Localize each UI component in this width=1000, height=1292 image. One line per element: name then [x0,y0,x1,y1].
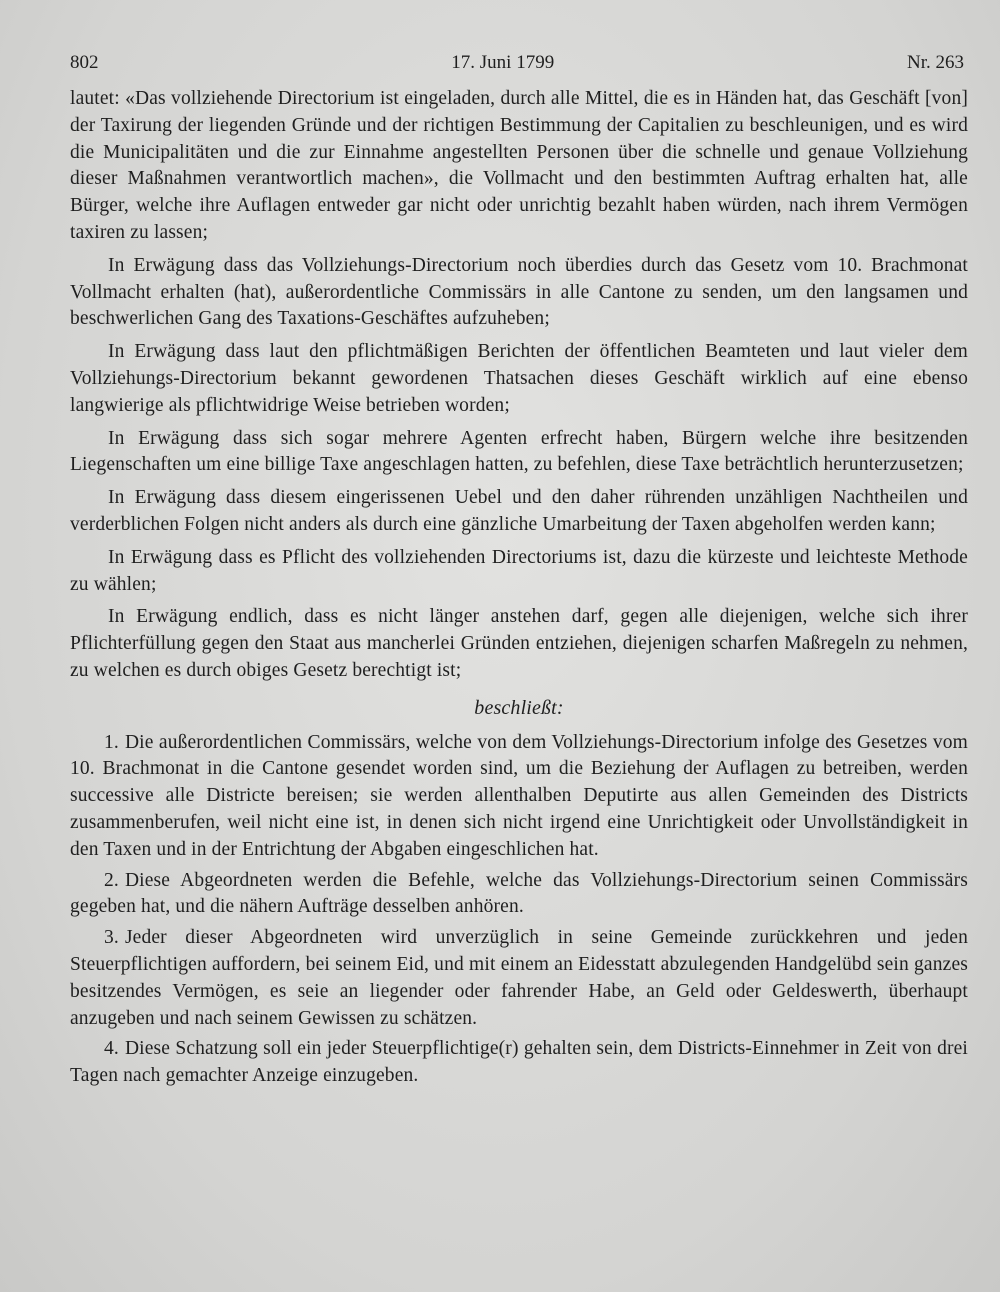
article-number: 1. [104,731,119,753]
article-1 [70,730,968,864]
resolves-heading: beschließt: [474,696,564,719]
paragraph-erwaegung-1: In Erwägung dass das Vollziehungs-Directorium noch überdies durch das Gesetz vom 10. Brachmonat Vollmacht erhalten (hat), außerordentliche Commissärs in alle Cantone zu senden, um den langsamen und beschwerlichen Gang des Taxations-Geschäftes aufzuheben; [70,254,968,330]
article-2 [70,868,968,922]
article-3 [70,925,968,1032]
paragraph-erwaegung-6: In Erwägung endlich, dass es nicht länger anstehen darf, gegen alle diejenigen, welche sich ihrer Pflichterfüllung gegen den Staat aus mancherlei Gründen entziehen, diejenigen scharfen Maßregeln zu nehmen, zu welchen es durch obiges Gesetz berechtigt ist; [70,606,968,681]
header-date: 17. Juni 1799 [451,52,555,73]
body-text [70,86,968,1090]
article-text: Diese Schatzung soll ein jeder Steuerpflichtige(r) gehalten sein, dem Districts-Einnehmer in Zeit von drei Tagen nach gemachter Anzeige einzugeben. [70,1038,968,1087]
paragraph-erwaegung-3: In Erwägung dass sich sogar mehrere Agenten erfrecht haben, Bürgern welche ihre besitzenden Liegenschaften um eine billige Taxe angeschlagen hatten, zu befehlen, diese Taxe beträchtlich herunterzusetzen; [70,427,968,476]
document-number: Nr. 263 [907,52,964,73]
article-4 [70,1036,968,1090]
article-number: 3. [104,927,119,949]
page-header [70,52,968,74]
article-text: Diese Abgeordneten werden die Befehle, welche das Vollziehungs-Directorium seinen Commissärs gegeben hat, und die nähern Aufträge desselben anhören. [70,869,968,918]
paragraph-erwaegung-4: In Erwägung dass diesem eingerissenen Uebel und den daher rührenden unzähligen Nachtheilen und verderblichen Folgen nicht anders als durch eine gänzliche Umarbeitung der Taxen abgeholfen werden kann; [70,487,968,535]
article-text: Jeder dieser Abgeordneten wird unverzüglich in seine Gemeinde zurückkehren und jeden Steuerpflichtigen auffordern, bei seinem Eid, und mit einem an Eidesstatt abzulegenden Handgelübd sein ganzes besitzendes Vermögen, es seie an liegender oder fahrender Habe, an Geld oder Geldeswerth, überhaupt anzugeben und nach seinem Gewissen zu schätzen. [70,927,968,1029]
article-number: 4. [104,1038,119,1060]
article-text: Die außerordentlichen Commissärs, welche von dem Vollziehungs-Directorium infolge des Gesetzes vom 10. Brachmonat in die Cantone gesendet worden sind, um die Beziehung der Auflagen zu betreiben, werden successive alle Districte bereisen; sie werden allenthalben Deputirte aus allen Gemeinden des Districts zusammenberufen, weil nicht eine ist, in denen sich nicht irgend eine Unrichtigkeit oder Unvollständigkeit in den Taxen und in der Entrichtung der Abgaben eingeschlichen hat. [70,731,968,860]
page-number: 802 [70,52,99,73]
paragraph-erwaegung-2: In Erwägung dass laut den pflichtmäßigen Berichten der öffentlichen Beamteten und laut vieler dem Vollziehungs-Directorium bekannt gewordenen Thatsachen dieses Geschäft wirklich auf eine ebenso langwierige als pflichtwidrige Weise betrieben worden; [70,341,968,416]
paragraph-erwaegung-5: In Erwägung dass es Pflicht des vollziehenden Directoriums ist, dazu die kürzeste und leichteste Methode zu wählen; [70,546,968,595]
article-number: 2. [104,869,119,891]
paragraph-lautet: lautet: «Das vollziehende Directorium ist eingeladen, durch alle Mittel, die es in Händen hat, das Geschäft [von] der Taxirung der liegenden Gründe und der richtigen Bestimmung der Capitalien zu beschleunigen, und es wird die Municipalitäten und die zur Einnahme angestellten Personen über die schnelle und genaue Vollziehung dieser Maßnahmen verantwortlich machen», die Vollmacht und den bestimmten Auftrag erhalten hat, alle Bürger, welche ihre Auflagen entweder gar nicht oder unrichtig bezahlt haben würden, nach ihrem Vermögen taxiren zu lassen; [70,88,968,243]
